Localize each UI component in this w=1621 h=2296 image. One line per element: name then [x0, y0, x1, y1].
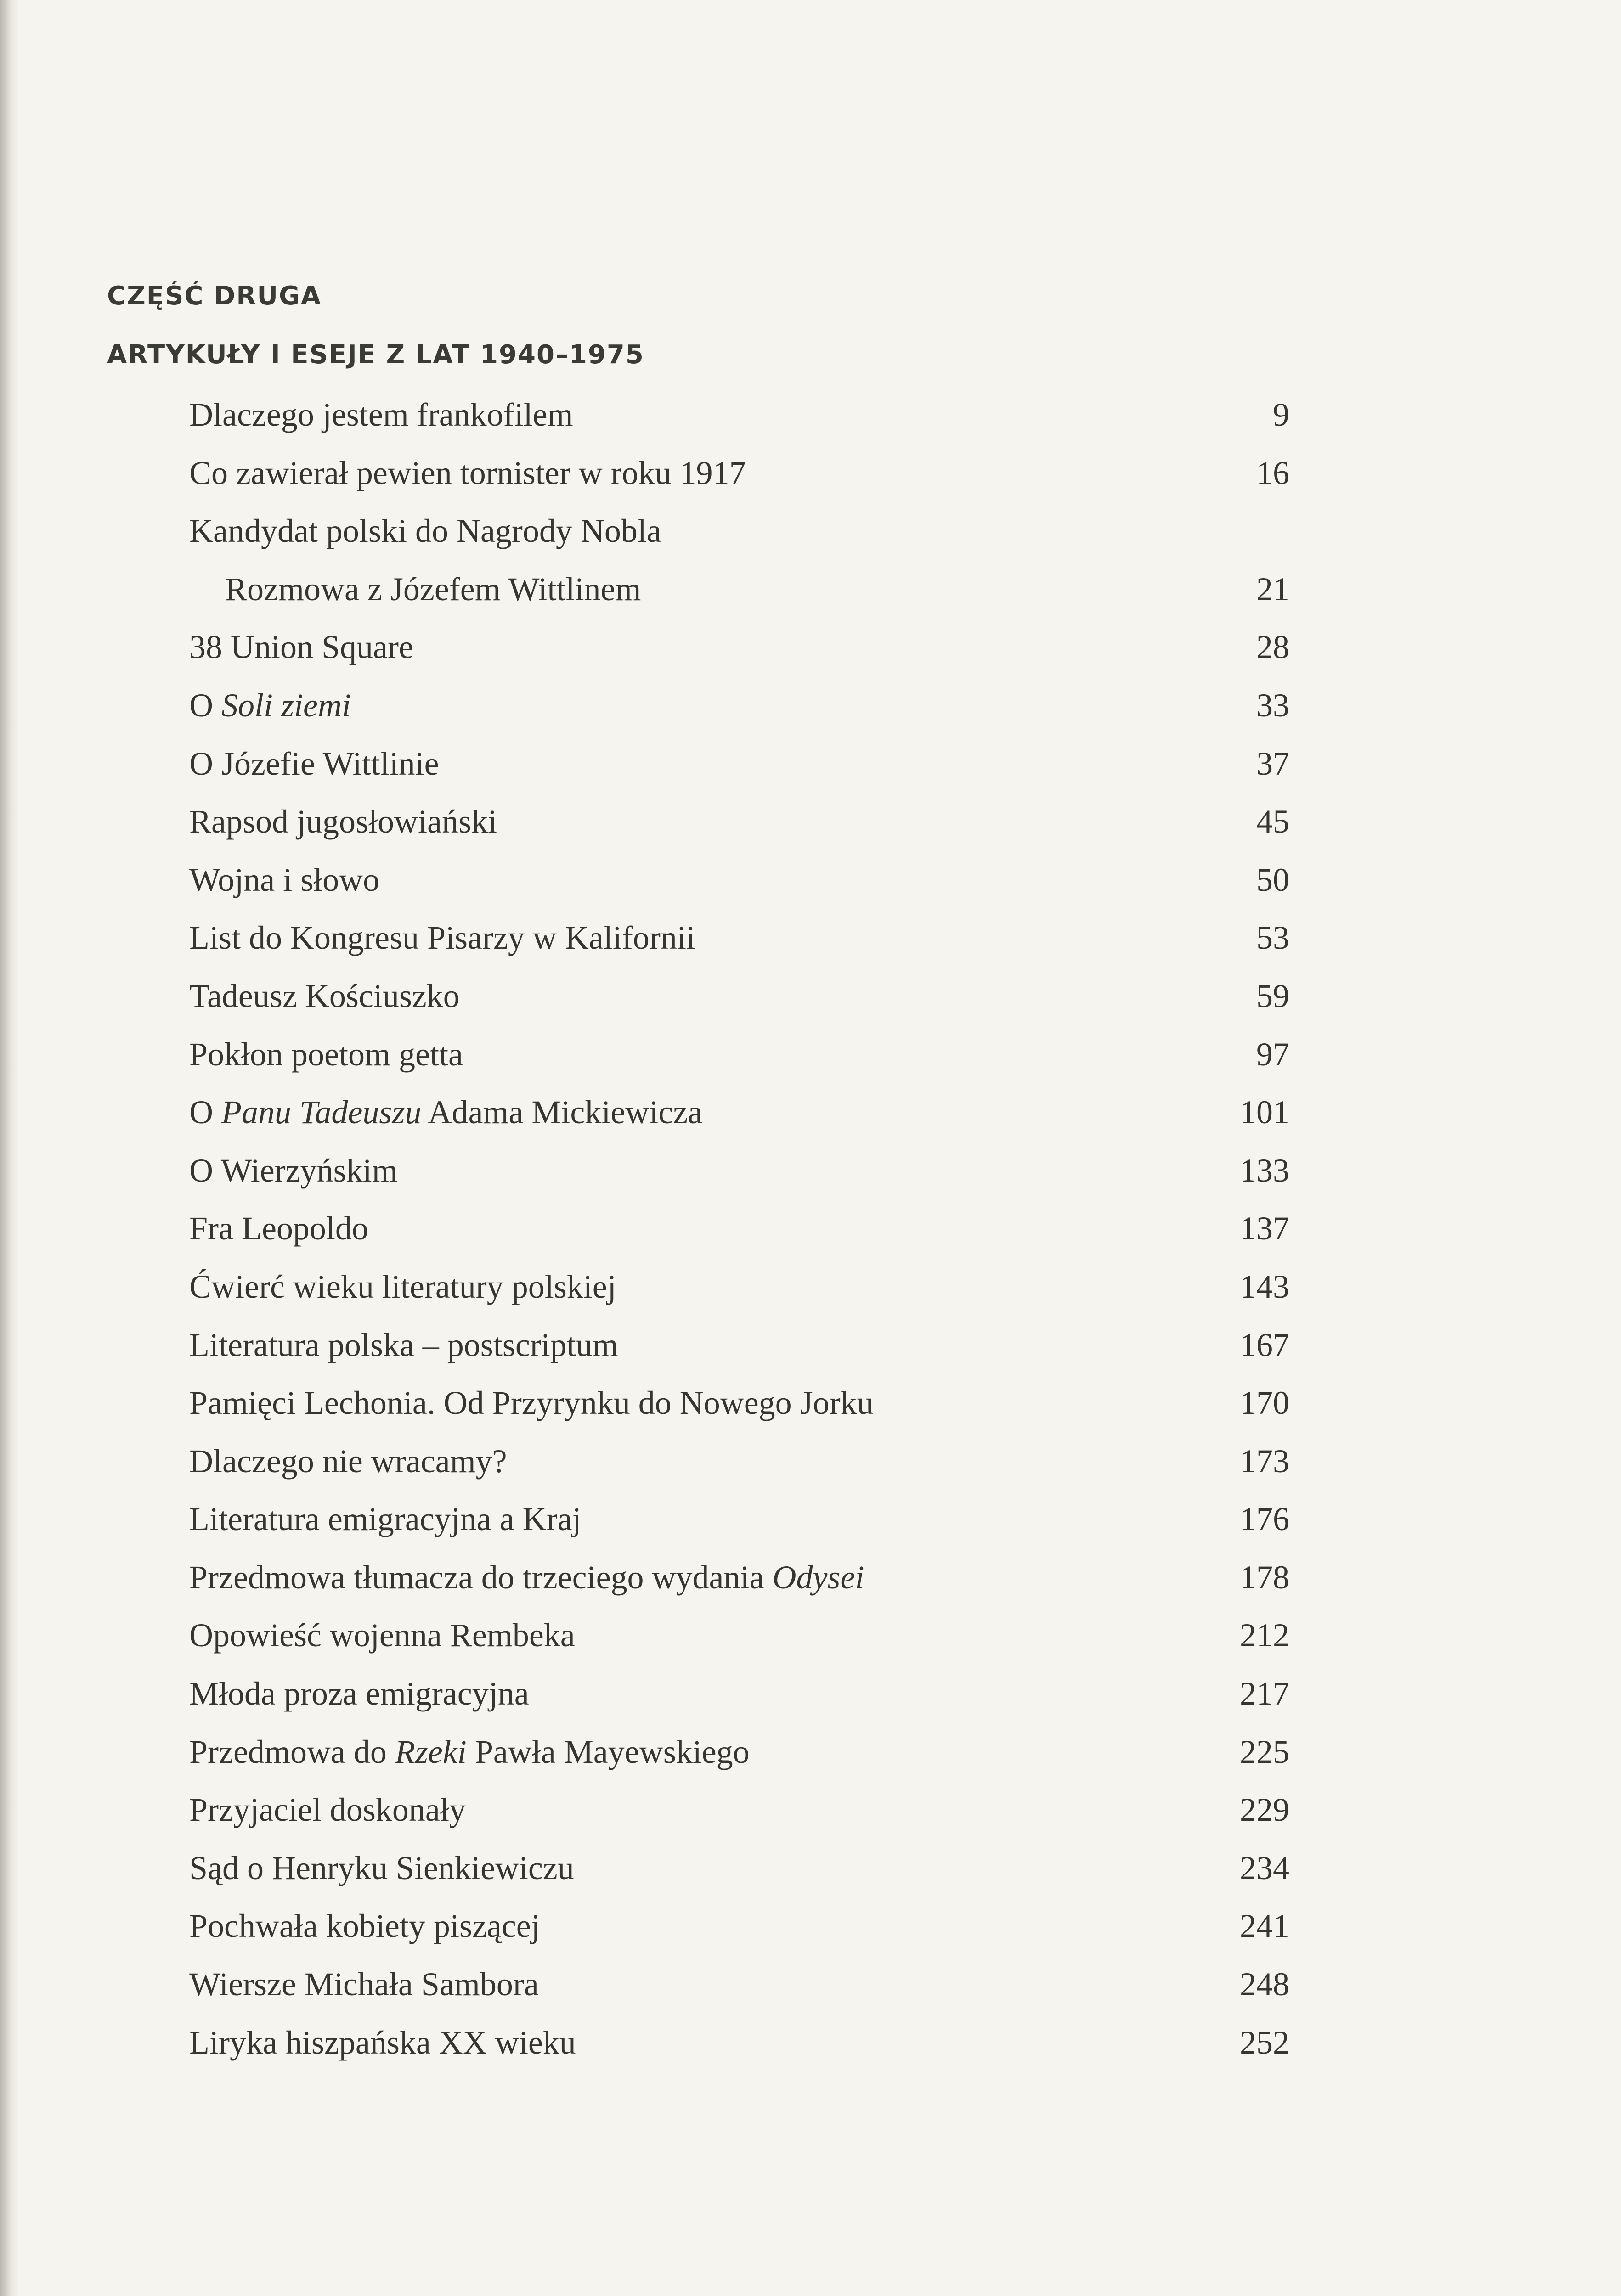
title-part: Rapsod jugosłowiański — [189, 803, 497, 840]
toc-entry-title — [189, 913, 695, 962]
toc-entry-title — [189, 1262, 616, 1311]
toc-entry-title — [189, 739, 439, 788]
toc-entry-page: 37 — [1256, 745, 1289, 782]
toc-entry-title — [189, 2018, 576, 2067]
toc-entry — [189, 1844, 1289, 1902]
toc-entry-page: 212 — [1240, 1617, 1289, 1654]
toc-entry-page: 225 — [1240, 1733, 1289, 1770]
toc-entry-title — [189, 449, 746, 497]
toc-entry-page: 28 — [1256, 629, 1289, 666]
toc-entry — [189, 797, 1289, 855]
toc-entry-page: 101 — [1240, 1094, 1289, 1131]
toc-entry-page: 170 — [1240, 1384, 1289, 1422]
title-part: Pochwała kobiety piszącej — [189, 1908, 540, 1945]
toc-entry-title — [189, 1495, 582, 1543]
title-part: Liryka hiszpańska XX wieku — [189, 2024, 576, 2061]
italic-title-part: Rzeki — [395, 1733, 467, 1770]
toc-entry-title — [189, 855, 379, 904]
toc-entry-title — [189, 797, 497, 846]
toc-entry — [189, 1960, 1289, 2018]
toc-entry-title — [189, 1146, 398, 1195]
toc-entry-page: 234 — [1240, 1849, 1289, 1886]
toc-entry — [189, 1728, 1289, 1786]
toc-entry — [189, 1495, 1289, 1553]
toc-entry — [189, 449, 1289, 507]
toc-entry — [189, 1669, 1289, 1728]
toc-entry-page: 217 — [1240, 1675, 1289, 1712]
toc-entry-title — [189, 1321, 618, 1369]
toc-entry — [189, 1902, 1289, 1960]
toc-entry — [189, 1611, 1289, 1669]
title-part: Przyjaciel doskonały — [189, 1791, 466, 1829]
toc-entry — [189, 1321, 1289, 1379]
title-part: Kandydat polski do Nagrody Nobla — [189, 512, 661, 550]
toc-entry-page: 167 — [1240, 1326, 1289, 1363]
toc-entry-page: 137 — [1240, 1210, 1289, 1247]
italic-title-part: Odysei — [772, 1559, 864, 1596]
toc-entry-page: 248 — [1240, 1966, 1289, 2003]
title-part: Literatura emigracyjna a Kraj — [189, 1501, 582, 1538]
toc-entry-page: 45 — [1256, 803, 1289, 840]
toc-entry-page: 21 — [1256, 570, 1289, 608]
toc-entry-title — [189, 1785, 466, 1834]
toc-entry — [189, 1146, 1289, 1204]
toc-entry — [189, 506, 1289, 565]
toc-entry-page: 97 — [1256, 1035, 1289, 1073]
toc-entry — [189, 623, 1289, 681]
toc-entry — [189, 565, 1289, 623]
toc-entry — [189, 681, 1289, 739]
toc-entry-title — [189, 681, 351, 730]
toc-entry-page: 178 — [1240, 1559, 1289, 1596]
toc-entry-title — [189, 1728, 750, 1776]
title-part: Wiersze Michała Sambora — [189, 1966, 539, 2003]
title-part: Pokłon poetom getta — [189, 1035, 463, 1073]
toc-entry-page: 143 — [1240, 1268, 1289, 1305]
title-part: Wojna i słowo — [189, 861, 380, 898]
toc-entry-title — [189, 1669, 529, 1718]
toc-entry — [189, 1785, 1289, 1844]
toc-entry-page: 229 — [1240, 1791, 1289, 1829]
toc-entry — [189, 913, 1289, 972]
title-part: O Wierzyńskim — [189, 1152, 398, 1189]
subsection-heading: ARTYKUŁY I ESEJE Z LAT 1940–1975 — [107, 340, 644, 370]
toc-entry — [189, 1262, 1289, 1321]
toc-entry-title — [189, 1844, 574, 1892]
toc-entry — [189, 1204, 1289, 1262]
title-part: Pawła Mayewskiego — [466, 1733, 750, 1770]
toc-entry-page: 252 — [1240, 2024, 1289, 2061]
title-part: Ćwierć wieku literatury polskiej — [189, 1268, 616, 1305]
toc-entry-title — [189, 1902, 540, 1950]
toc-entry — [189, 1088, 1289, 1146]
toc-entry — [189, 2018, 1289, 2077]
toc-entry-page: 59 — [1256, 977, 1289, 1014]
toc-entry-page: 173 — [1240, 1442, 1289, 1480]
title-part: O Józefie Wittlinie — [189, 745, 439, 782]
title-part: O — [189, 687, 221, 724]
toc-entry — [189, 1379, 1289, 1437]
toc-entry-title — [189, 1553, 864, 1602]
title-part: Przedmowa do — [189, 1733, 395, 1770]
italic-title-part: Panu Tadeuszu — [221, 1094, 422, 1131]
toc-entry-title — [189, 972, 460, 1020]
toc-entry — [189, 390, 1289, 449]
title-part: O — [189, 1094, 221, 1131]
toc-entry-page: 176 — [1240, 1501, 1289, 1538]
title-part: Pamięci Lechonia. Od Przyrynku do Nowego Jorku — [189, 1384, 874, 1422]
toc-entry-page: 53 — [1256, 919, 1289, 957]
toc-entry — [189, 739, 1289, 798]
title-part: Dlaczego jestem frankofilem — [189, 396, 573, 433]
toc-entry-title — [189, 1437, 507, 1486]
title-part: Rozmowa z Józefem Wittlinem — [225, 570, 641, 608]
toc-entry — [189, 972, 1289, 1030]
toc-entry — [189, 855, 1289, 914]
toc-entry-page: 33 — [1256, 687, 1289, 724]
toc-entry-page: 16 — [1256, 454, 1289, 491]
italic-title-part: Soli ziemi — [221, 687, 351, 724]
title-part: Dlaczego nie wracamy? — [189, 1442, 507, 1480]
toc-entry-page: 9 — [1273, 396, 1289, 433]
toc-entry-title — [189, 1204, 368, 1253]
section-heading: CZĘŚĆ DRUGA — [107, 281, 322, 311]
toc-entry-title — [189, 623, 413, 671]
title-part: Co zawierał pewien tornister w roku 1917 — [189, 454, 746, 491]
toc-entry-title — [189, 1379, 874, 1427]
toc-entry-title — [225, 565, 641, 613]
title-part: Adama Mickiewicza — [421, 1094, 703, 1131]
title-part: Fra Leopoldo — [189, 1210, 368, 1247]
toc-entry-title — [189, 1088, 702, 1137]
toc-entry-page: 133 — [1240, 1152, 1289, 1189]
toc-entry — [189, 1553, 1289, 1611]
toc-entry-title — [189, 1611, 575, 1660]
title-part: List do Kongresu Pisarzy w Kalifornii — [189, 919, 695, 957]
title-part: Opowieść wojenna Rembeka — [189, 1617, 575, 1654]
table-of-contents — [189, 390, 1289, 2076]
toc-entry-page: 50 — [1256, 861, 1289, 898]
title-part: Młoda proza emigracyjna — [189, 1675, 529, 1712]
title-part: 38 Union Square — [189, 629, 413, 666]
toc-entry-title — [189, 506, 661, 555]
toc-entry-title — [189, 390, 573, 439]
toc-entry-title — [189, 1960, 539, 2009]
title-part: Przedmowa tłumacza do trzeciego wydania — [189, 1559, 773, 1596]
toc-entry-page: 241 — [1240, 1908, 1289, 1945]
title-part: Tadeusz Kościuszko — [189, 977, 460, 1014]
toc-entry — [189, 1030, 1289, 1088]
toc-entry-title — [189, 1030, 463, 1079]
toc-entry — [189, 1437, 1289, 1495]
title-part: Literatura polska – postscriptum — [189, 1326, 618, 1363]
title-part: Sąd o Henryku Sienkiewiczu — [189, 1849, 574, 1886]
